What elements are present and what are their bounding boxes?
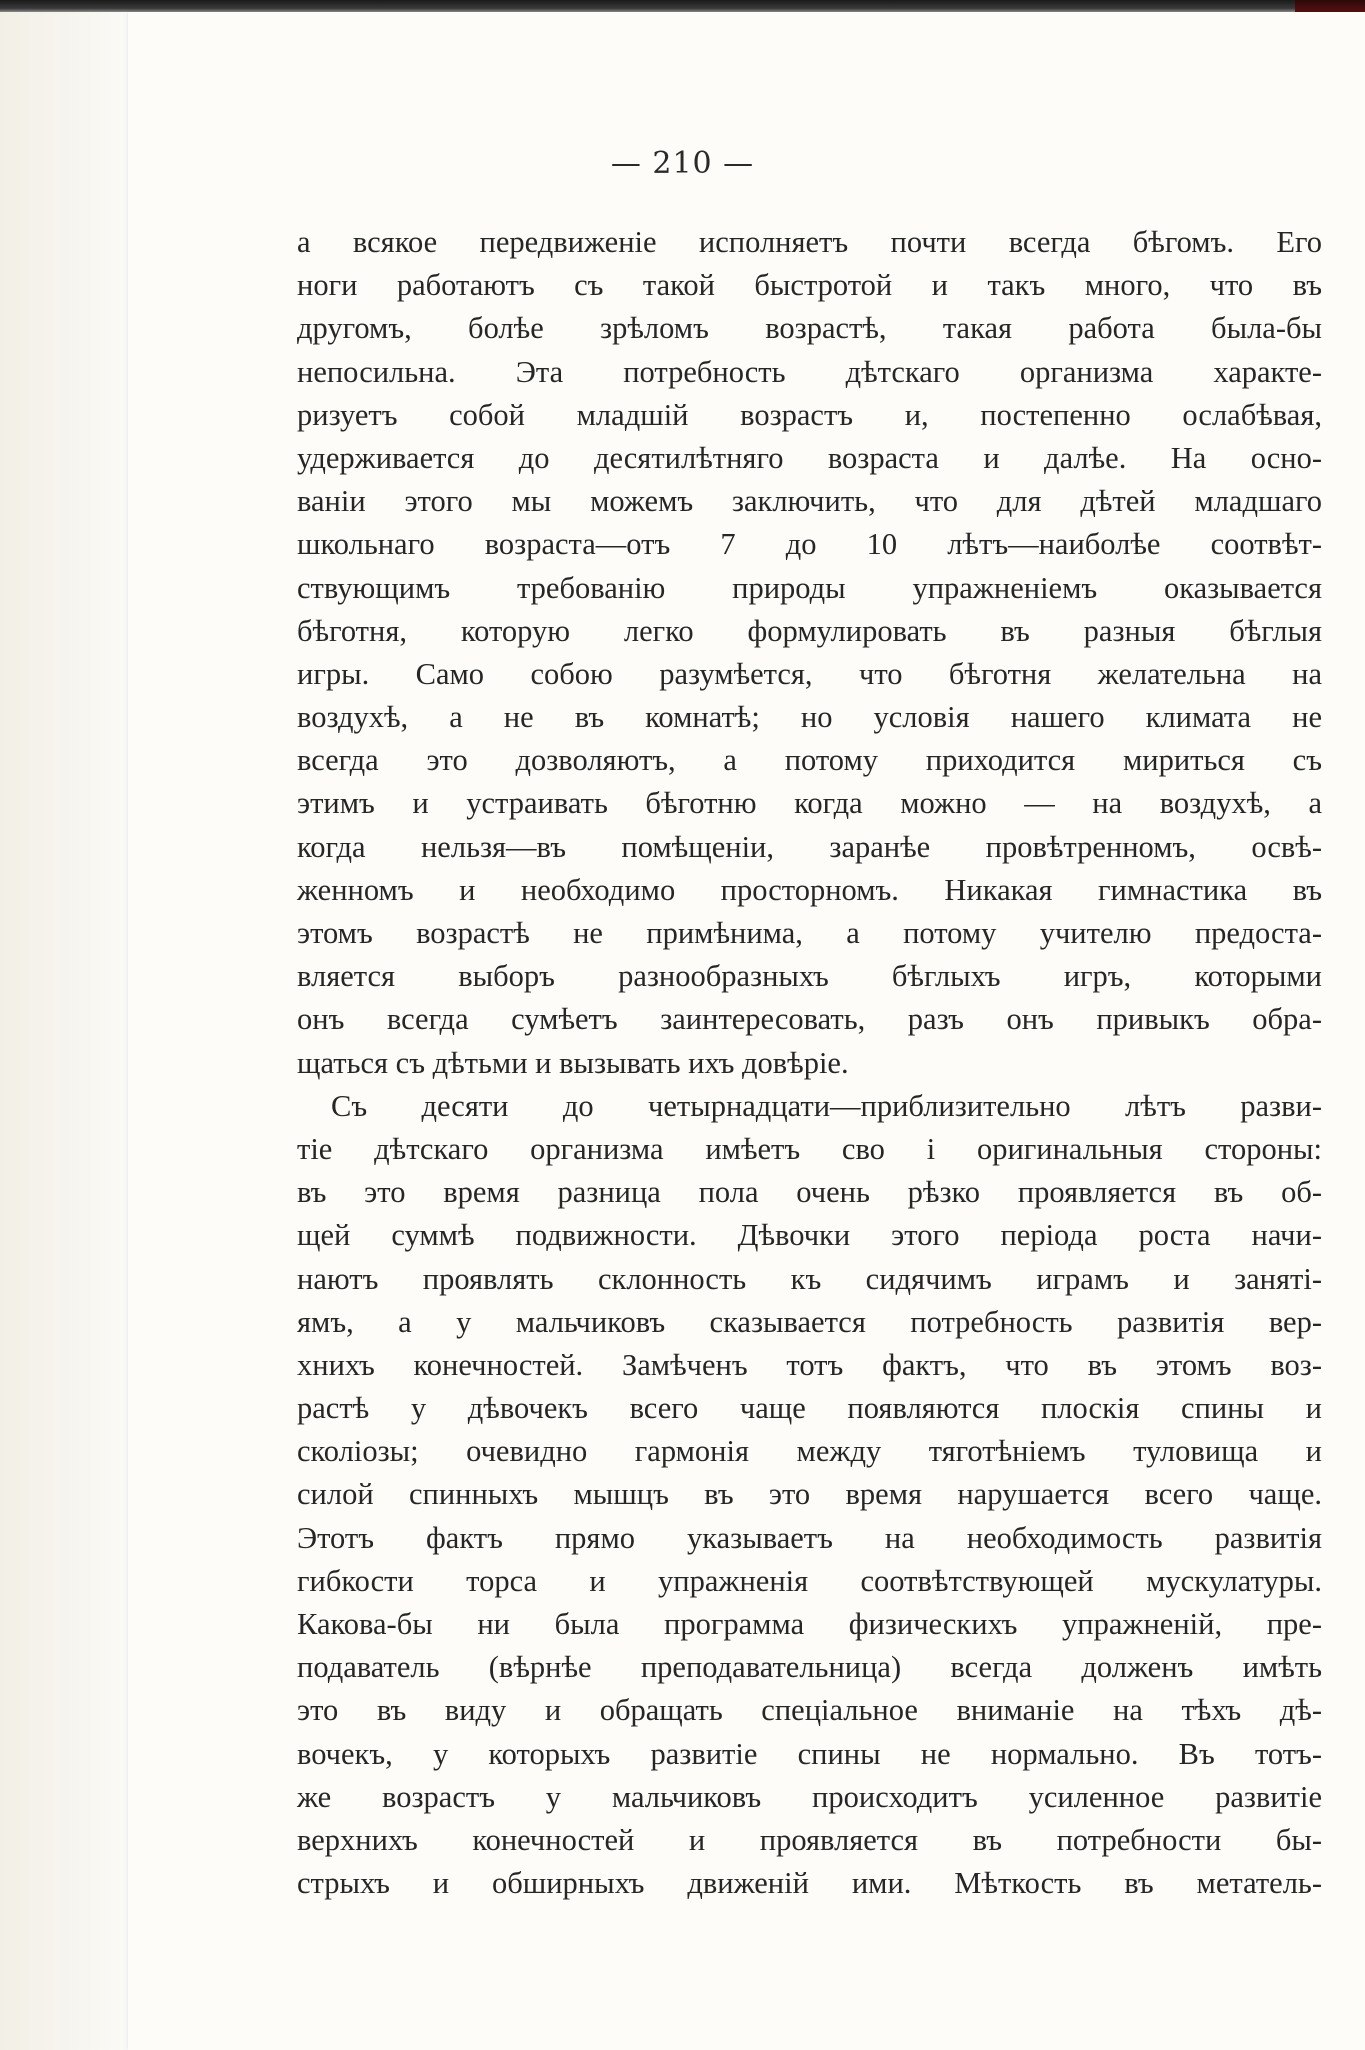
page-number: — 210 — xyxy=(610,146,755,181)
text-line: другомъ, болѣе зрѣломъ возрастѣ, такая работа была-бы xyxy=(297,311,1322,346)
text-line: верхнихъ конечностей и проявляется въ потребности бы- xyxy=(297,1822,1322,1857)
text-line: бѣготня, которую легко формулировать въ разныя бѣглыя xyxy=(297,613,1322,648)
text-line: ствующимъ требованію природы упражненіемъ оказывается xyxy=(297,570,1322,605)
text-line: наютъ проявлять склонность къ сидячимъ играмъ и занятi- xyxy=(297,1261,1322,1296)
text-line: воздухѣ, а не въ комнатѣ; но условія нашего климата не xyxy=(297,700,1322,735)
text-line: это въ виду и обращать спеціальное вниманіе на тѣхъ дѣ- xyxy=(297,1693,1322,1728)
text-line: всегда это дозволяютъ, а потому приходится мириться съ xyxy=(297,743,1322,778)
scan-top-border xyxy=(0,0,1365,12)
text-line: игры. Само собою разумѣется, что бѣготня желательна на xyxy=(297,656,1322,691)
text-line: а всякое передвиженіе исполняетъ почти всегда бѣгомъ. Его xyxy=(297,225,1322,259)
text-line: Съ десяти до четырнадцати—приблизительно лѣтъ разви- xyxy=(331,1088,1322,1123)
text-line: растѣ у дѣвочекъ всего чаще появляются плоскія спины и xyxy=(297,1391,1322,1426)
text-line: сколіозы; очевидно гармонія между тяготѣніемъ туловища и xyxy=(297,1434,1322,1469)
text-line: гибкости торса и упражненія соотвѣтствующей мускулатуры. xyxy=(297,1563,1322,1598)
text-line: щаться съ дѣтьми и вызывать ихъ довѣріе. xyxy=(297,1045,849,1080)
text-line: щей суммѣ подвижности. Дѣвочки этого періода роста начи- xyxy=(297,1218,1322,1253)
text-line: стрыхъ и обширныхъ движеній ими. Мѣткость въ метатель- xyxy=(297,1866,1322,1901)
text-line: въ это время разница пола очень рѣзко проявляется въ об- xyxy=(297,1175,1322,1210)
text-line: Этотъ фактъ прямо указываетъ на необходимость развитія xyxy=(297,1520,1322,1555)
text-line: силой спинныхъ мышцъ въ это время нарушается всего чаще. xyxy=(297,1477,1322,1512)
text-line: ваніи этого мы можемъ заключить, что для дѣтей младшаго xyxy=(297,484,1322,519)
body-text xyxy=(297,221,1322,1905)
text-line: вочекъ, у которыхъ развитіе спины не нормально. Въ тотъ- xyxy=(297,1736,1322,1771)
text-line: подаватель (вѣрнѣе преподавательница) всегда долженъ имѣть xyxy=(297,1650,1322,1685)
text-line: женномъ и необходимо просторномъ. Никакая гимнастика въ xyxy=(297,872,1322,907)
text-line: ямъ, а у мальчиковъ сказывается потребность развитія вер- xyxy=(297,1304,1322,1339)
text-line: этимъ и устраивать бѣготню когда можно — на воздухѣ, а xyxy=(297,786,1322,821)
text-line: школьнаго возраста—отъ 7 до 10 лѣтъ—наиболѣе соотвѣт- xyxy=(297,527,1322,562)
text-line: непосильна. Эта потребность дѣтскаго организма характе- xyxy=(297,354,1322,389)
text-line: ноги работаютъ съ такой быстротой и такъ много, что въ xyxy=(297,268,1322,303)
text-line: ризуетъ собой младшій возрастъ и, постепенно ослабѣвая, xyxy=(297,397,1322,432)
text-line: удерживается до десятилѣтняго возраста и далѣе. На осно- xyxy=(297,440,1322,475)
text-line: онъ всегда сумѣетъ заинтересовать, разъ онъ привыкъ обра- xyxy=(297,1002,1322,1037)
text-line: тіе дѣтскаго организма имѣетъ сво і оригинальныя стороны: xyxy=(297,1131,1322,1166)
text-line: вляется выборъ разнообразныхъ бѣглыхъ игръ, которыми xyxy=(297,959,1322,994)
text-line: когда нельзя—въ помѣщеніи, заранѣе провѣтренномъ, освѣ- xyxy=(297,829,1322,864)
paragraph-2 xyxy=(297,1085,1322,1906)
text-line: же возрастъ у мальчиковъ происходитъ усиленное развитіе xyxy=(297,1779,1322,1814)
paragraph-1 xyxy=(297,221,1322,1085)
text-line: Какова-бы ни была программа физическихъ упражненій, пре- xyxy=(297,1607,1322,1641)
scan-left-margin xyxy=(0,0,125,2050)
text-line: этомъ возрастѣ не примѣнима, а потому учителю предоста- xyxy=(297,916,1322,950)
text-line: хнихъ конечностей. Замѣченъ тотъ фактъ, что въ этомъ воз- xyxy=(297,1347,1322,1382)
